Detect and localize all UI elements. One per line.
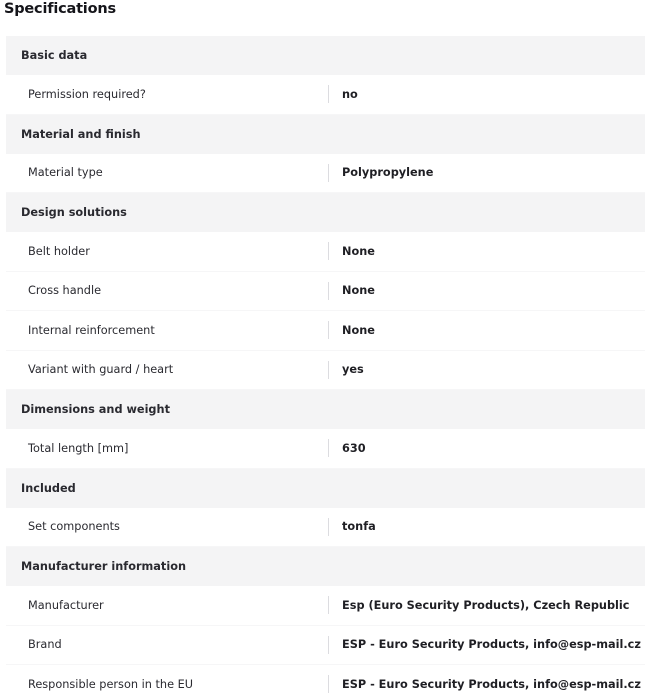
group-title: Material and finish bbox=[21, 127, 141, 141]
spec-row bbox=[6, 75, 645, 115]
spec-row bbox=[6, 586, 645, 626]
spec-value: ESP - Euro Security Products, info@esp-mail.cz bbox=[342, 638, 641, 652]
spec-row bbox=[6, 626, 645, 666]
group-header-dimensions-and-weight bbox=[6, 390, 645, 429]
group-header-manufacturer-information bbox=[6, 547, 645, 586]
spec-label: Brand bbox=[28, 638, 62, 652]
spec-label: Internal reinforcement bbox=[28, 323, 155, 337]
spec-label: Set components bbox=[28, 520, 120, 534]
spec-row bbox=[6, 508, 645, 548]
spec-row bbox=[6, 351, 645, 391]
spec-row bbox=[6, 154, 645, 194]
spec-value: None bbox=[342, 284, 375, 298]
group-header-basic-data bbox=[6, 36, 645, 75]
spec-value: None bbox=[342, 323, 375, 337]
spec-value: None bbox=[342, 244, 375, 258]
group-header-design-solutions bbox=[6, 193, 645, 232]
spec-label: Variant with guard / heart bbox=[28, 363, 174, 377]
spec-row bbox=[6, 665, 645, 700]
group-header-material-and-finish bbox=[6, 115, 645, 154]
spec-label: Permission required? bbox=[28, 87, 146, 101]
spec-label: Responsible person in the EU bbox=[28, 677, 194, 691]
spec-row bbox=[6, 272, 645, 312]
spec-value: no bbox=[342, 87, 358, 101]
spec-label: Total length [mm] bbox=[28, 441, 129, 455]
spec-row bbox=[6, 232, 645, 272]
spec-label: Cross handle bbox=[28, 284, 102, 298]
spec-value: yes bbox=[342, 363, 364, 377]
group-title: Design solutions bbox=[21, 206, 127, 219]
spec-row bbox=[6, 311, 645, 351]
spec-value: ESP - Euro Security Products, info@esp-mail.cz bbox=[342, 677, 641, 691]
spec-value: Polypropylene bbox=[342, 166, 434, 180]
group-title: Manufacturer information bbox=[21, 560, 186, 573]
group-header-included bbox=[6, 469, 645, 508]
spec-label: Belt holder bbox=[28, 244, 90, 258]
spec-label: Manufacturer bbox=[28, 598, 104, 612]
spec-table bbox=[6, 36, 645, 700]
spec-value: 630 bbox=[342, 441, 366, 455]
group-title: Included bbox=[21, 481, 76, 495]
spec-label: Material type bbox=[28, 166, 103, 180]
group-title: Basic data bbox=[21, 49, 88, 62]
page-title: Specifications bbox=[4, 1, 116, 17]
group-title: Dimensions and weight bbox=[21, 403, 170, 416]
spec-value: tonfa bbox=[342, 520, 376, 534]
spec-row bbox=[6, 429, 645, 469]
spec-value: Esp (Euro Security Products), Czech Republic bbox=[342, 598, 630, 612]
